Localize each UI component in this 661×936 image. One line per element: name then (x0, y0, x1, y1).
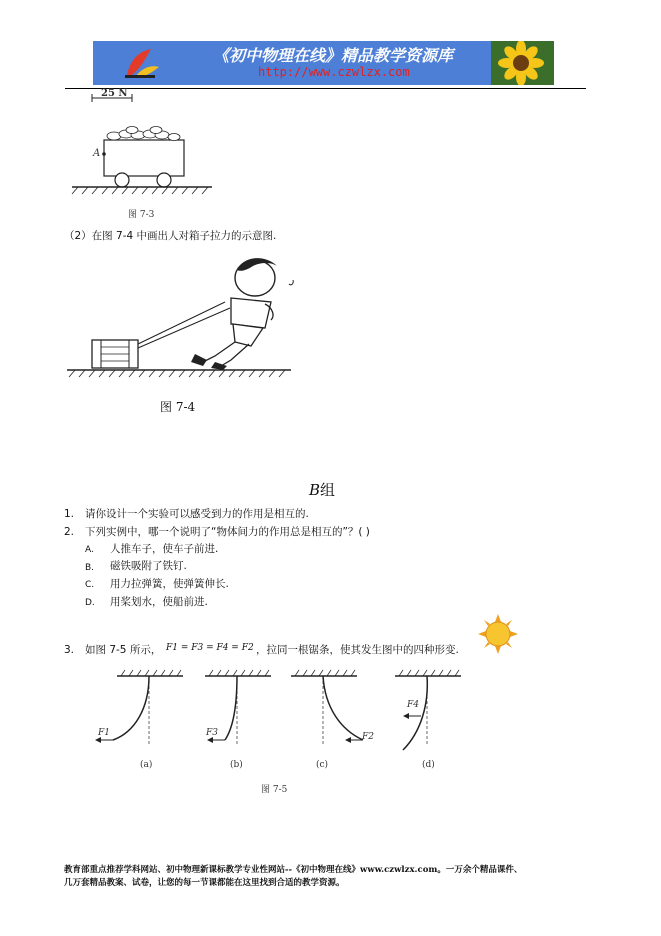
q2-text: （2）在图 7-4 中画出人对箱子拉力的示意图. (64, 230, 277, 242)
panel-c-force: F2 (362, 732, 374, 742)
option-a-text: 人推车子，使车子前进. (110, 543, 219, 555)
option-d-text: 用桨划水，使船前进. (110, 596, 208, 608)
panel-c-drawing (291, 670, 363, 746)
panel-b-label: (b) (230, 760, 243, 770)
sun-icon (478, 614, 518, 654)
figure-7-5-caption: 图 7-5 (261, 785, 288, 795)
banner-url[interactable]: http://www.czwlzx.com (258, 65, 410, 79)
panel-d-drawing (395, 670, 461, 750)
q3-text-before: 如图 7-5 所示， (85, 644, 162, 656)
option-c-text: 用力拉弹簧，使弹簧伸长. (110, 578, 229, 590)
panel-a-label: (a) (140, 760, 153, 770)
q2b-number: 2. (64, 526, 75, 538)
group-b-title (309, 479, 335, 500)
header-rule (65, 88, 586, 89)
option-b-label: B. (85, 563, 95, 573)
sunflower-icon (491, 41, 554, 85)
q1-number: 1. (64, 508, 75, 520)
footer-line-1: 教育部重点推荐学科网站、初中物理新课标教学专业性网站--《初中物理在线》www.czwlzx.com。一万余个精品课件、 (64, 865, 523, 875)
q3-formula: F1 = F3 = F4 = F2 (166, 643, 254, 653)
option-b-text: 磁铁吸附了铁钉. (110, 560, 187, 572)
panel-a-force: F1 (98, 728, 110, 738)
option-d-label: D. (85, 598, 95, 608)
group-b-letter: B (309, 481, 321, 499)
option-c-label: C. (85, 580, 95, 590)
q1-text: 请你设计一个实验可以感受到力的作用是相互的. (85, 508, 309, 520)
figure-7-3 (70, 90, 220, 198)
header-banner (93, 41, 554, 85)
panel-b-force: F3 (206, 728, 218, 738)
footer-line-2: 几万套精品教案、试卷，让您的每一节课都能在这里找到合适的教学资源。 (64, 878, 345, 888)
figure-7-4-caption: 图 7-4 (160, 400, 196, 414)
q3-text-after: ，拉同一根锯条，使其发生图中的四种形变. (256, 644, 459, 656)
scale-label: 25 N (101, 88, 128, 99)
panel-d-force: F4 (407, 700, 419, 710)
group-b-suffix: 组 (320, 481, 336, 499)
figure-7-3-caption: 图 7-3 (128, 210, 155, 220)
figure-7-4 (65, 250, 295, 380)
panel-d-label: (d) (422, 760, 435, 770)
option-a-label: A. (85, 545, 94, 555)
point-label-a: A (93, 148, 101, 159)
leaf-logo-icon (121, 45, 161, 81)
q2b-text: 下列实例中，哪一个说明了“物体间力的作用总是相互的”？( ) (85, 526, 370, 538)
banner-title: 《初中物理在线》精品教学资源库 (213, 46, 454, 65)
panel-c-label: (c) (316, 760, 329, 770)
q3-number: 3. (64, 644, 75, 656)
